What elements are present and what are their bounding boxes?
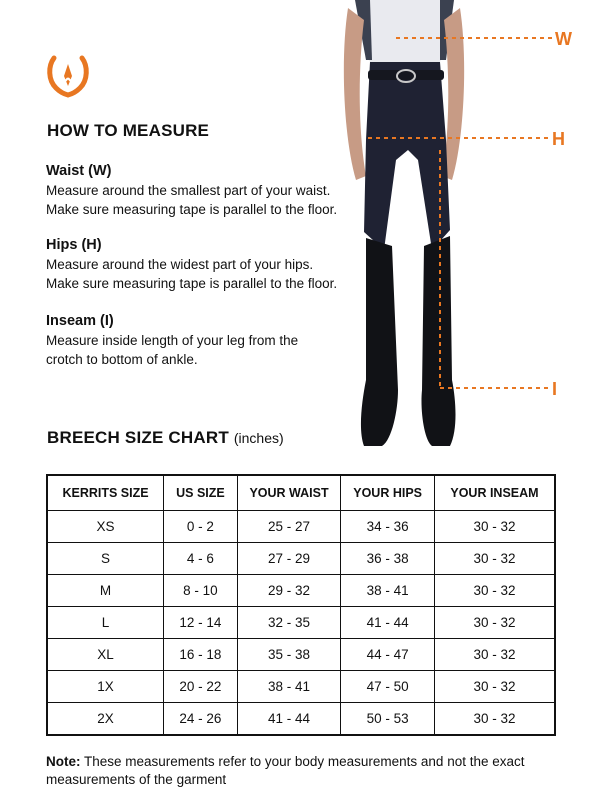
header-kerrits-size: KERRITS SIZE xyxy=(47,475,164,511)
table-cell: 32 - 35 xyxy=(237,607,341,639)
table-cell: 38 - 41 xyxy=(237,671,341,703)
table-cell: 25 - 27 xyxy=(237,511,341,543)
table-cell: 41 - 44 xyxy=(237,703,341,736)
table-header-row xyxy=(47,475,555,511)
note-text: These measurements refer to your body measurements and not the exact measurements of the garment xyxy=(46,754,525,787)
inseam-line-1: Measure inside length of your leg from the xyxy=(46,333,299,348)
table-cell: 8 - 10 xyxy=(164,575,238,607)
table-cell: 30 - 32 xyxy=(434,575,555,607)
table-row xyxy=(47,607,555,639)
table-cell: 27 - 29 xyxy=(237,543,341,575)
table-row xyxy=(47,703,555,736)
header-hips: YOUR HIPS xyxy=(341,475,435,511)
table-cell: 2X xyxy=(47,703,164,736)
table-cell: 29 - 32 xyxy=(237,575,341,607)
hips-marker-label: H xyxy=(552,129,565,149)
table-cell: 30 - 32 xyxy=(434,671,555,703)
table-row xyxy=(47,543,555,575)
footnote xyxy=(46,753,566,789)
table-cell: 36 - 38 xyxy=(341,543,435,575)
note-label: Note: xyxy=(46,754,81,769)
size-chart-table xyxy=(46,474,556,736)
table-cell: 30 - 32 xyxy=(434,703,555,736)
table-cell: 0 - 2 xyxy=(164,511,238,543)
kerrits-logo-icon xyxy=(46,52,90,100)
table-cell: 35 - 38 xyxy=(237,639,341,671)
waist-title: Waist (W) xyxy=(46,163,112,179)
table-cell: 30 - 32 xyxy=(434,543,555,575)
table-cell: 30 - 32 xyxy=(434,511,555,543)
table-cell: 4 - 6 xyxy=(164,543,238,575)
table-cell: 44 - 47 xyxy=(341,639,435,671)
inseam-title: Inseam (I) xyxy=(46,313,114,329)
waist-marker-label: W xyxy=(555,29,572,49)
header-us-size: US SIZE xyxy=(164,475,238,511)
table-cell: XS xyxy=(47,511,164,543)
waist-line-1: Measure around the smallest part of your waist. xyxy=(46,183,331,198)
table-row xyxy=(47,639,555,671)
hips-line-1: Measure around the widest part of your hips. xyxy=(46,257,314,272)
table-row xyxy=(47,671,555,703)
hips-line-2: Make sure measuring tape is parallel to the floor. xyxy=(46,276,338,291)
table-cell: XL xyxy=(47,639,164,671)
table-cell: 50 - 53 xyxy=(341,703,435,736)
table-cell: S xyxy=(47,543,164,575)
table-row xyxy=(47,511,555,543)
header-waist: YOUR WAIST xyxy=(237,475,341,511)
table-cell: 24 - 26 xyxy=(164,703,238,736)
table-cell: 30 - 32 xyxy=(434,607,555,639)
table-cell: 41 - 44 xyxy=(341,607,435,639)
table-cell: L xyxy=(47,607,164,639)
table-cell: 20 - 22 xyxy=(164,671,238,703)
table-cell: 34 - 36 xyxy=(341,511,435,543)
table-cell: 38 - 41 xyxy=(341,575,435,607)
header-inseam: YOUR INSEAM xyxy=(434,475,555,511)
model-figure-image xyxy=(300,0,600,455)
inseam-marker-label: I xyxy=(552,379,558,399)
inseam-line-2: crotch to bottom of ankle. xyxy=(46,352,198,367)
table-cell: 16 - 18 xyxy=(164,639,238,671)
table-cell: 47 - 50 xyxy=(341,671,435,703)
how-to-measure-heading: HOW TO MEASURE xyxy=(47,121,210,140)
table-cell: 30 - 32 xyxy=(434,639,555,671)
table-cell: 1X xyxy=(47,671,164,703)
hips-title: Hips (H) xyxy=(46,237,102,253)
table-cell: M xyxy=(47,575,164,607)
table-row xyxy=(47,575,555,607)
size-chart-unit: (inches) xyxy=(233,430,284,446)
waist-line-2: Make sure measuring tape is parallel to the floor. xyxy=(46,202,338,217)
size-chart-heading: BREECH SIZE CHART xyxy=(47,428,229,447)
size-chart-title xyxy=(47,428,284,448)
table-cell: 12 - 14 xyxy=(164,607,238,639)
